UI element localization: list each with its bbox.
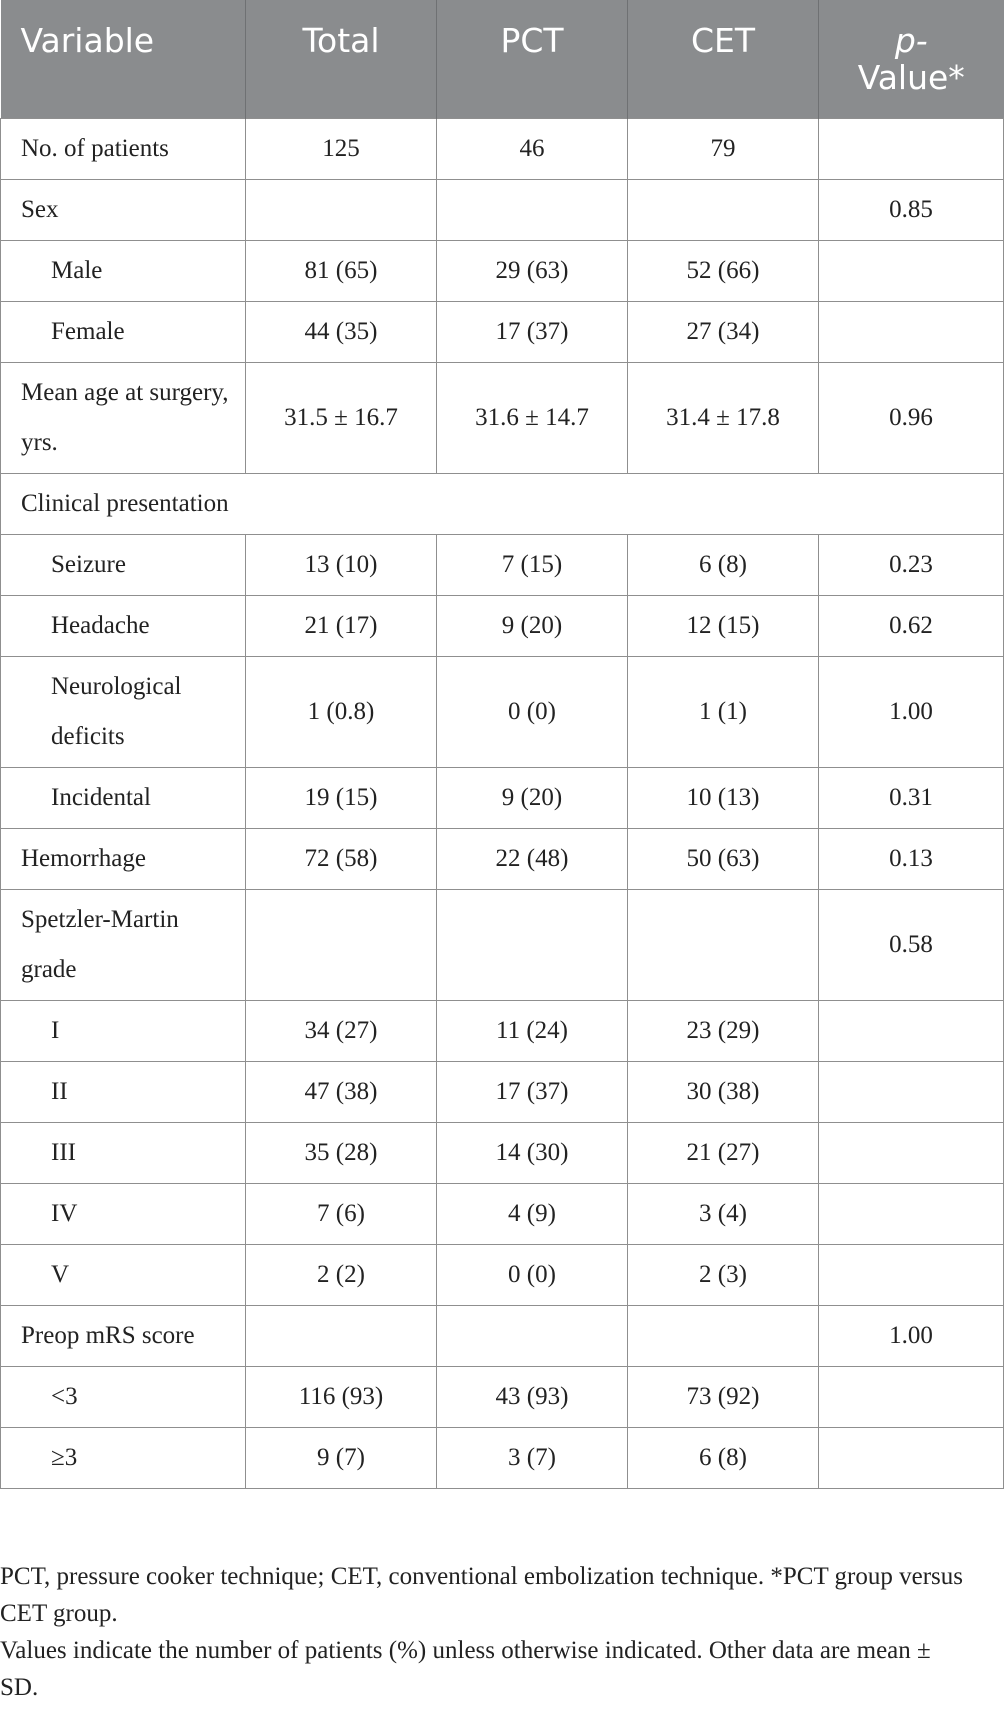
cell-pct: 3 (7)	[437, 1427, 628, 1488]
table-row	[1, 301, 1004, 362]
row-label: Female	[1, 301, 246, 362]
row-label: Spetzler-Martin grade	[1, 889, 246, 1000]
row-label: Headache	[1, 595, 246, 656]
cell-p-value	[819, 301, 1004, 362]
cell-p-value: 0.62	[819, 595, 1004, 656]
row-label: Male	[1, 240, 246, 301]
cell-pct: 0 (0)	[437, 656, 628, 767]
cell-total: 21 (17)	[246, 595, 437, 656]
cell-cet: 30 (38)	[628, 1061, 819, 1122]
footnote-abbreviations: PCT, pressure cooker technique; CET, conventional embolization technique. *PCT group versus CET group.	[0, 1563, 963, 1627]
table-row	[1, 1427, 1004, 1488]
table-row	[1, 1000, 1004, 1061]
cell-p-value	[819, 1183, 1004, 1244]
cell-total	[246, 1305, 437, 1366]
cell-pct: 43 (93)	[437, 1366, 628, 1427]
cell-p-value: 0.58	[819, 889, 1004, 1000]
cell-p-value: 1.00	[819, 1305, 1004, 1366]
cell-cet: 52 (66)	[628, 240, 819, 301]
cell-total: 7 (6)	[246, 1183, 437, 1244]
cell-cet: 27 (34)	[628, 301, 819, 362]
row-label: Mean age at surgery, yrs.	[1, 362, 246, 473]
cell-p-value	[819, 1000, 1004, 1061]
cell-total: 72 (58)	[246, 828, 437, 889]
table-row	[1, 1122, 1004, 1183]
cell-pct: 11 (24)	[437, 1000, 628, 1061]
cell-p-value	[819, 118, 1004, 179]
cell-pct: 14 (30)	[437, 1122, 628, 1183]
cell-total: 81 (65)	[246, 240, 437, 301]
cell-total: 31.5 ± 16.7	[246, 362, 437, 473]
table-row	[1, 828, 1004, 889]
header-p-value	[819, 0, 1004, 118]
cell-p-value	[819, 1427, 1004, 1488]
cell-pct: 17 (37)	[437, 301, 628, 362]
cell-pct	[437, 889, 628, 1000]
footnote-values: Values indicate the number of patients (%) unless otherwise indicated. Other data are mean ± SD.	[0, 1637, 931, 1701]
row-label: IV	[1, 1183, 246, 1244]
cell-pct	[437, 179, 628, 240]
cell-pct: 7 (15)	[437, 534, 628, 595]
cell-p-value	[819, 1244, 1004, 1305]
cell-cet: 6 (8)	[628, 1427, 819, 1488]
table-row	[1, 595, 1004, 656]
cell-p-value	[819, 1122, 1004, 1183]
row-label: II	[1, 1061, 246, 1122]
cell-p-value: 0.96	[819, 362, 1004, 473]
table-row	[1, 179, 1004, 240]
cell-total: 34 (27)	[246, 1000, 437, 1061]
cell-p-value: 0.31	[819, 767, 1004, 828]
cell-p-value: 0.13	[819, 828, 1004, 889]
cell-p-value: 0.85	[819, 179, 1004, 240]
table-footnotes	[0, 1558, 975, 1706]
table-row	[1, 767, 1004, 828]
cell-pct	[437, 1305, 628, 1366]
cell-pct: 22 (48)	[437, 828, 628, 889]
cell-total: 44 (35)	[246, 301, 437, 362]
cell-total	[246, 889, 437, 1000]
cell-cet: 21 (27)	[628, 1122, 819, 1183]
cell-cet	[628, 179, 819, 240]
cell-pct: 9 (20)	[437, 595, 628, 656]
cell-total: 13 (10)	[246, 534, 437, 595]
cell-total: 2 (2)	[246, 1244, 437, 1305]
header-variable: Variable	[1, 0, 246, 118]
cell-p-value	[819, 240, 1004, 301]
table-row	[1, 1061, 1004, 1122]
cell-cet: 3 (4)	[628, 1183, 819, 1244]
cell-pct: 31.6 ± 14.7	[437, 362, 628, 473]
header-p-italic: p-	[894, 21, 928, 60]
header-cet: CET	[628, 0, 819, 118]
header-row	[1, 0, 1004, 118]
cell-cet: 31.4 ± 17.8	[628, 362, 819, 473]
row-label: No. of patients	[1, 118, 246, 179]
row-label: Incidental	[1, 767, 246, 828]
cell-cet: 73 (92)	[628, 1366, 819, 1427]
cell-total: 1 (0.8)	[246, 656, 437, 767]
row-label: I	[1, 1000, 246, 1061]
cell-pct: 17 (37)	[437, 1061, 628, 1122]
cell-cet: 79	[628, 118, 819, 179]
row-label: Neurological deficits	[1, 656, 246, 767]
cell-pct: 4 (9)	[437, 1183, 628, 1244]
cell-cet: 12 (15)	[628, 595, 819, 656]
table-row	[1, 473, 1004, 534]
table-row	[1, 534, 1004, 595]
section-label: Clinical presentation	[1, 473, 1004, 534]
table-row	[1, 1244, 1004, 1305]
cell-cet: 2 (3)	[628, 1244, 819, 1305]
cell-total: 47 (38)	[246, 1061, 437, 1122]
table-row	[1, 1183, 1004, 1244]
cell-pct: 0 (0)	[437, 1244, 628, 1305]
cell-cet: 50 (63)	[628, 828, 819, 889]
cell-p-value	[819, 1366, 1004, 1427]
cell-cet	[628, 1305, 819, 1366]
row-label: Hemorrhage	[1, 828, 246, 889]
row-label: <3	[1, 1366, 246, 1427]
cell-pct: 46	[437, 118, 628, 179]
row-label: V	[1, 1244, 246, 1305]
header-total: Total	[246, 0, 437, 118]
cell-total	[246, 179, 437, 240]
cell-total: 116 (93)	[246, 1366, 437, 1427]
cell-cet: 6 (8)	[628, 534, 819, 595]
cell-total: 35 (28)	[246, 1122, 437, 1183]
header-value-text: Value*	[857, 58, 965, 97]
cell-pct: 9 (20)	[437, 767, 628, 828]
cell-p-value: 0.23	[819, 534, 1004, 595]
cell-total: 9 (7)	[246, 1427, 437, 1488]
table-row	[1, 118, 1004, 179]
table-row	[1, 1305, 1004, 1366]
cell-p-value	[819, 1061, 1004, 1122]
row-label: Sex	[1, 179, 246, 240]
table-row	[1, 240, 1004, 301]
table-row	[1, 889, 1004, 1000]
cell-cet: 1 (1)	[628, 656, 819, 767]
row-label: Seizure	[1, 534, 246, 595]
row-label: ≥3	[1, 1427, 246, 1488]
row-label: III	[1, 1122, 246, 1183]
cell-pct: 29 (63)	[437, 240, 628, 301]
cell-cet	[628, 889, 819, 1000]
cell-cet: 10 (13)	[628, 767, 819, 828]
cell-total: 125	[246, 118, 437, 179]
cell-total: 19 (15)	[246, 767, 437, 828]
cell-p-value: 1.00	[819, 656, 1004, 767]
table-row	[1, 656, 1004, 767]
table-row	[1, 1366, 1004, 1427]
row-label: Preop mRS score	[1, 1305, 246, 1366]
header-pct: PCT	[437, 0, 628, 118]
cell-cet: 23 (29)	[628, 1000, 819, 1061]
table-row	[1, 362, 1004, 473]
